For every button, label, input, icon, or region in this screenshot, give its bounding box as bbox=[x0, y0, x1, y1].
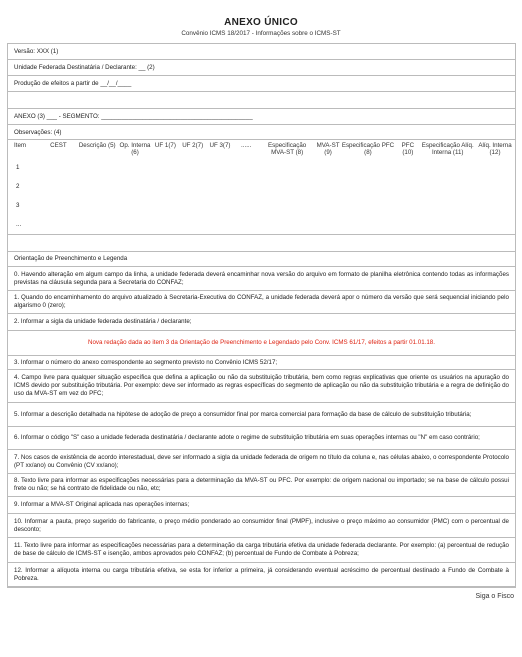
col-mva-spec: Especificação MVA-ST (8) bbox=[268, 142, 307, 156]
guide-item-12: 12. Informar a alíquota interna ou carga tributária efetiva, se esta for inferior a primeira, já considerando eventual acréscimo de percentual destinado a Fundo de Combate à Pobreza. bbox=[8, 563, 515, 587]
guide-item-9: 9. Informar a MVA-ST Original aplicada nas operações internas; bbox=[8, 497, 515, 514]
col-pfc-spec: Especificação PFC (8) bbox=[341, 142, 395, 156]
guide-item-0: 0. Havendo alteração em algum campo da linha, a unidade federada deverá encaminhar nova versão do arquivo em formato de planilha eletrônica contendo todas as informações previstas na cláusula segunda para a Secretaria do CONFAZ; bbox=[8, 267, 515, 291]
guide-title: Orientação de Preenchimento e Legenda bbox=[8, 252, 515, 267]
table-row bbox=[8, 177, 515, 196]
guide-item-8: 8. Texto livre para informar as especificações necessárias para a determinação da MVA-ST ou PFC. Por exemplo: de origem nacional ou importado; se na base de cálculo possui frete ou não; se há contrato de fidelidade ou não, etc; bbox=[8, 474, 515, 497]
row-number: 1 bbox=[16, 164, 20, 171]
guide-item-7: 7. Nos casos de existência de acordo interestadual, deve ser informado a sigla da unidade federada de origem no título da coluna e, nas células abaixo, o correspondente Protocolo (PT xx/ano) ou Convênio (CV xx/ano); bbox=[8, 450, 515, 474]
col-internal-op: Op. Interna (6) bbox=[119, 142, 151, 156]
items-table bbox=[7, 140, 516, 235]
col-cest: CEST bbox=[50, 142, 67, 149]
annex-field: ANEXO (3) ___ - SEGMENTO: ____________________________________________ bbox=[7, 109, 516, 125]
page-title: ANEXO ÚNICO bbox=[224, 17, 298, 28]
guide-section bbox=[7, 252, 516, 588]
guide-item-4: 4. Campo livre para qualquer situação específica que defina a aplicação ou não da substituição tributária, bem como regras explicativas que oriente os usuários na apuração do ICMS devido por substituição tributária. Por exemplo: deve ser informado as regras específicas do segmento de aplicação ou não da substituição tributária e a regra de definição do uso da MVA-ST em vez do PFC; bbox=[8, 370, 515, 403]
col-uf3: UF 3(7) bbox=[209, 142, 231, 149]
row-number: ... bbox=[16, 221, 22, 228]
uf-field: Unidade Federada Destinatária / Declarante: __ (2) bbox=[7, 60, 516, 76]
col-uf2: UF 2(7) bbox=[182, 142, 204, 149]
table-row bbox=[8, 196, 515, 215]
revision-note: Nova redação dada ao item 3 da Orientação de Preenchimento e Legendado pelo Conv. ICMS 61/17, efeitos a partir 01.01.18. bbox=[8, 331, 515, 356]
col-aliq-spec: Especificação Alíq. Interna (11) bbox=[421, 142, 474, 156]
guide-item-10: 10. Informar a pauta, preço sugerido do fabricante, o preço médio ponderado ao consumidor final (PMPF), inclusive o preço máximo ao consumidor (PMC) com o percentual de desconto; bbox=[8, 514, 515, 538]
production-field: Produção de efeitos a partir de __/__/____ bbox=[7, 76, 516, 92]
annex-form bbox=[7, 43, 516, 588]
row-number: 2 bbox=[16, 183, 20, 190]
col-uf1: UF 1(7) bbox=[154, 142, 176, 149]
table-row bbox=[8, 158, 515, 177]
guide-item-1: 1. Quando do encaminhamento do arquivo atualizado à Secretaria-Executiva do CONFAZ, a unidade federada deverá apor o número da versão que será sequencial iniciando pelo algarismo 0 (zero); bbox=[8, 291, 515, 314]
page-subtitle: Convênio ICMS 18/2017 - Informações sobre o ICMS-ST bbox=[181, 30, 341, 37]
col-item: Item bbox=[14, 142, 27, 149]
observations-field: Observações: (4) bbox=[7, 125, 516, 140]
col-mva: MVA-ST (9) bbox=[316, 142, 340, 156]
guide-item-11: 11. Texto livre para informar as especificações necessárias para a determinação da carga tributária efetiva da unidade federada declarante. Por exemplo: (a) percentual de redução de base de cálculo de ICMS-ST e isenção, ambos aprovados pelo CONFAZ; (b) percentual de Fundo de Combate à Pobreza; bbox=[8, 538, 515, 563]
guide-item-6: 6. Informar o código "S" caso a unidade federada destinatária / declarante adote o regime de substituição tributária em suas operações internas ou "N" em caso contrário; bbox=[8, 427, 515, 450]
guide-item-2: 2. Informar a sigla da unidade federada destinatária / declarante; bbox=[8, 314, 515, 331]
version-field: Versão: XXX (1) bbox=[7, 44, 516, 60]
col-more: ...... bbox=[241, 142, 252, 149]
col-description: Descrição (5) bbox=[78, 142, 116, 149]
col-pfc: PFC (10) bbox=[401, 142, 415, 156]
guide-item-5: 5. Informar a descrição detalhada na hipótese de adoção de preço a consumidor final por marca comercial para formação da base de cálculo de substituição tributária; bbox=[8, 403, 515, 427]
table-row bbox=[8, 215, 515, 234]
blank-row bbox=[7, 92, 516, 109]
row-number: 3 bbox=[16, 202, 20, 209]
blank-row bbox=[7, 235, 516, 252]
guide-item-3: 3. Informar o número do anexo correspondente ao segmento previsto no Convênio ICMS 52/17; bbox=[8, 356, 515, 370]
footer-credit: Siga o Fisco bbox=[475, 593, 514, 600]
col-aliq: Alíq. Interna (12) bbox=[478, 142, 512, 156]
